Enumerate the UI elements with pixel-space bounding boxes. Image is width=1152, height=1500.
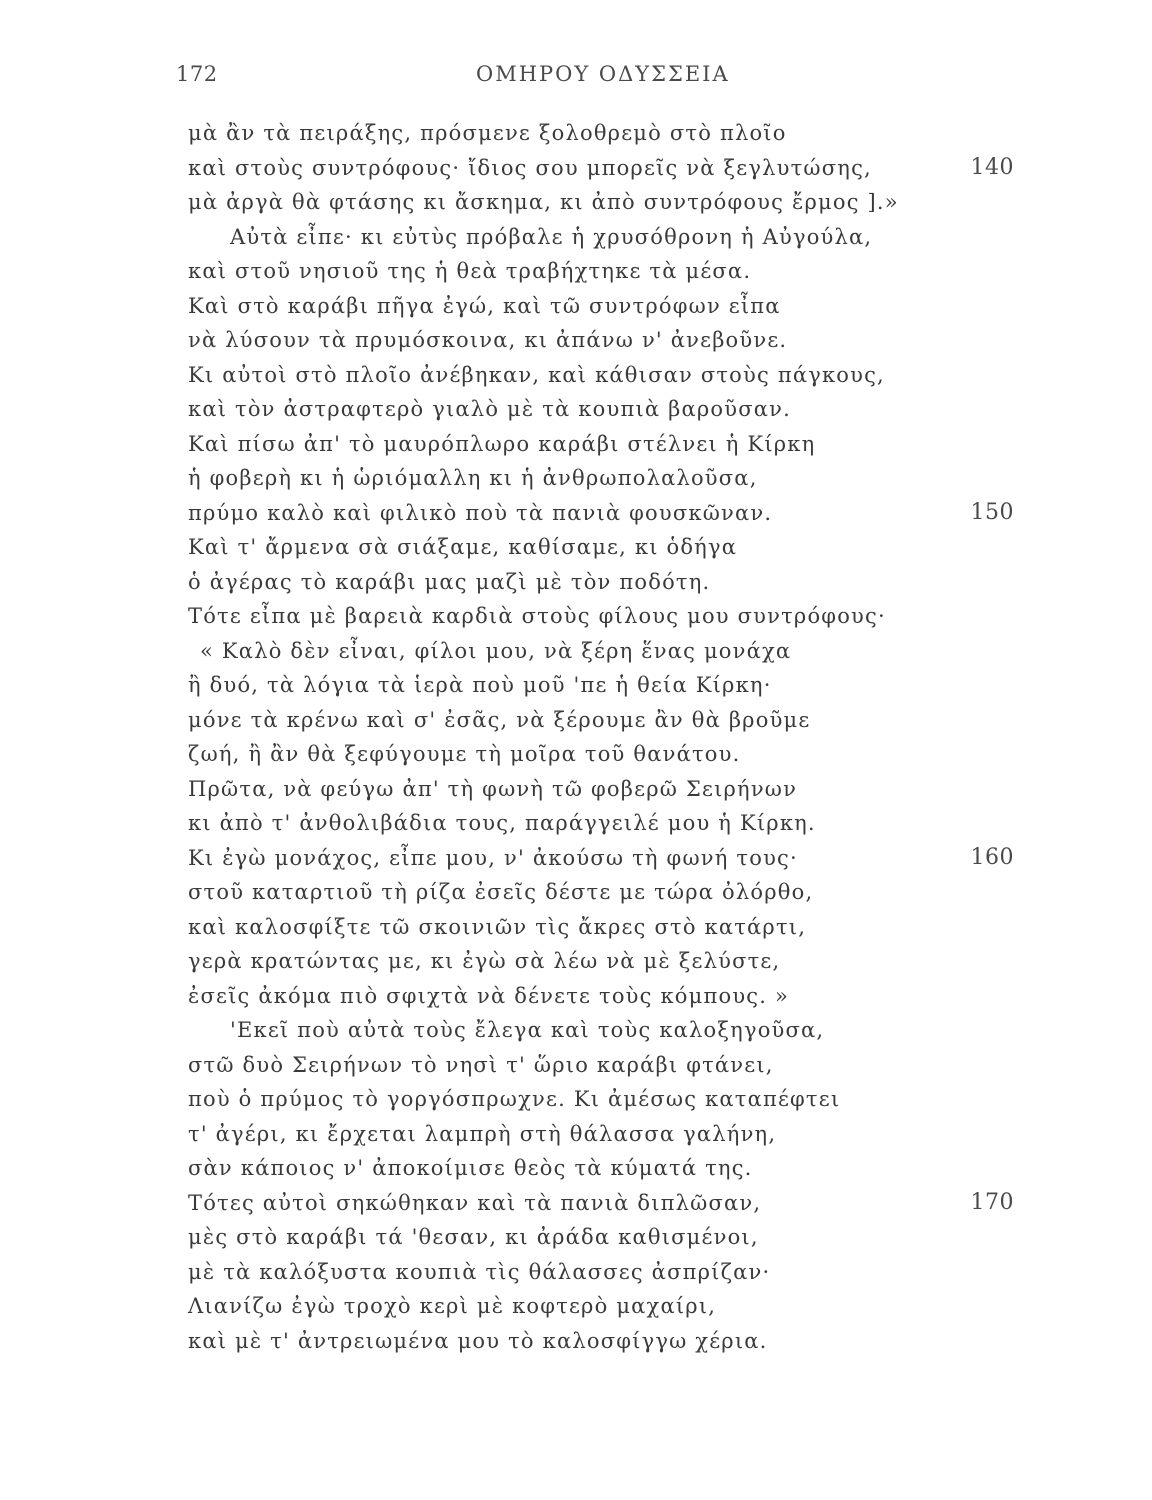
- verse-line-text: Καὶ τ' ἄρμενα σὰ σιάξαμε, καθίσαμε, κι ὁδήγα: [188, 535, 738, 559]
- verse-line-text: ὁ ἀγέρας τὸ καράβι μας μαζὶ μὲ τὸν ποδότη.: [188, 569, 711, 594]
- verse-line: [188, 806, 1028, 841]
- verse-line-text: νὰ λύσουν τὰ πρυμόσκοινα, κι ἀπάνω ν' ἀνεβοῦνε.: [188, 328, 788, 352]
- verse-block: [188, 116, 1028, 1358]
- verse-line: [188, 875, 1028, 910]
- verse-line: [188, 1117, 1028, 1152]
- line-number: 140: [970, 154, 1014, 180]
- verse-line: [188, 1220, 1028, 1255]
- verse-line-text: στῶ δυὸ Σειρήνων τὸ νησὶ τ' ὥριο καράβι φτάνει,: [188, 1052, 774, 1077]
- verse-line-text: μὲς στὸ καράβι τά 'θεσαν, κι ἀράδα καθισμένοι,: [188, 1225, 759, 1249]
- verse-line-text: « Καλὸ δὲν εἶναι, φίλοι μου, νὰ ξέρη ἕνας μονάχα: [200, 638, 792, 663]
- verse-line: [188, 737, 1028, 772]
- verse-line-text: κι ἀπὸ τ' ἀνθολιβάδια τους, παράγγειλέ μου ἡ Κίρκη.: [188, 811, 816, 835]
- verse-line: [188, 1082, 1028, 1117]
- verse-line-text: ποὺ ὁ πρύμος τὸ γοργόσπρωχνε. Κι ἀμέσως καταπέφτει: [188, 1087, 841, 1111]
- verse-line-text: στοῦ καταρτιοῦ τὴ ρίζα ἐσεῖς δέστε με τώρα ὀλόρθο,: [188, 880, 814, 904]
- verse-line: [188, 530, 1028, 565]
- line-number: 170: [970, 1189, 1014, 1215]
- verse-line: [188, 1289, 1028, 1324]
- verse-line-text: ἢ δυό, τὰ λόγια τὰ ἱερὰ ποὺ μοῦ 'πε ἡ θεία Κίρκη·: [188, 673, 772, 697]
- verse-line-text: Αὐτὰ εἶπε· κι εὐτὺς πρόβαλε ἡ χρυσόθρονη ἡ Αὐγούλα,: [230, 224, 873, 249]
- verse-line-text: καὶ στοὺς συντρόφους· ἴδιος σου μπορεῖς νὰ ξεγλυτώσης,: [188, 155, 872, 180]
- verse-line-text: καὶ μὲ τ' ἀντρειωμένα μου τὸ καλοσφίγγω χέρια.: [188, 1328, 768, 1353]
- running-title: ΟΜΗΡΟΥ ΟΔΥΣΣΕΙΑ: [476, 62, 730, 86]
- verse-line: [188, 1013, 1028, 1048]
- verse-line: [188, 634, 1028, 669]
- verse-line: [188, 254, 1028, 289]
- verse-line: [188, 185, 1028, 220]
- verse-line-text: μόνε τὰ κρένω καὶ σ' ἐσᾶς, νὰ ξέρουμε ἂν θὰ βροῦμε: [188, 707, 811, 732]
- verse-line: [188, 1324, 1028, 1359]
- verse-line: [188, 1048, 1028, 1083]
- verse-line: [188, 703, 1028, 738]
- verse-line: [188, 461, 1028, 496]
- verse-line: [188, 323, 1028, 358]
- verse-line: [188, 427, 1028, 462]
- verse-line-text: ζωή, ἢ ἂν θὰ ξεφύγουμε τὴ μοῖρα τοῦ θανάτου.: [188, 742, 741, 766]
- verse-line-text: σὰν κάποιος ν' ἀποκοίμισε θεὸς τὰ κύματά της.: [188, 1156, 753, 1180]
- verse-line-text: μὰ ἂν τὰ πειράξης, πρόσμενε ξολοθρεμὸ στὸ πλοῖο: [188, 121, 787, 145]
- verse-line-text: καὶ καλοσφίξτε τῶ σκοινιῶν τὶς ἄκρες στὸ κατάρτι,: [188, 914, 807, 939]
- verse-line-text: ἡ φοβερὴ κι ἡ ὡριόμαλλη κι ἡ ἀνθρωπολαλοῦσα,: [188, 466, 758, 490]
- verse-line: [188, 1151, 1028, 1186]
- page-header: [176, 62, 1016, 92]
- verse-line: [188, 358, 1028, 393]
- verse-line: [188, 772, 1028, 807]
- verse-line-text: Κι ἐγὼ μονάχος, εἶπε μου, ν' ἀκούσω τὴ φωνή τους·: [188, 845, 798, 870]
- verse-line: [188, 496, 1028, 531]
- verse-line: [188, 220, 1028, 255]
- verse-line-text: πρύμο καλὸ καὶ φιλικὸ ποὺ τὰ πανιὰ φουσκῶναν.: [188, 500, 773, 525]
- verse-line: [188, 979, 1028, 1014]
- verse-line: [188, 910, 1028, 945]
- verse-line-text: Καὶ πίσω ἀπ' τὸ μαυρόπλωρο καράβι στέλνει ἡ Κίρκη: [188, 431, 816, 456]
- verse-line: [188, 565, 1028, 600]
- line-number: 160: [970, 844, 1014, 870]
- verse-line: [188, 392, 1028, 427]
- verse-line: [188, 599, 1028, 634]
- verse-line-text: Κι αὐτοὶ στὸ πλοῖο ἀνέβηκαν, καὶ κάθισαν στοὺς πάγκους,: [188, 362, 885, 387]
- verse-line: [188, 289, 1028, 324]
- verse-line-text: τ' ἀγέρι, κι ἔρχεται λαμπρὴ στὴ θάλασσα γαλήνη,: [188, 1121, 777, 1146]
- verse-line: [188, 1255, 1028, 1290]
- verse-line: [188, 116, 1028, 151]
- verse-line-text: Λιανίζω ἐγὼ τροχὸ κερὶ μὲ κοφτερὸ μαχαίρι,: [188, 1294, 717, 1318]
- verse-line: [188, 1186, 1028, 1221]
- verse-line: [188, 151, 1028, 186]
- verse-line-text: ἐσεῖς ἀκόμα πιὸ σφιχτὰ νὰ δένετε τοὺς κόμπους. »: [188, 983, 790, 1008]
- verse-line-text: γερὰ κρατώντας με, κι ἐγὼ σὰ λέω νὰ μὲ ξελύστε,: [188, 949, 781, 973]
- line-number: 150: [970, 499, 1014, 525]
- verse-line: [188, 841, 1028, 876]
- verse-line-text: Πρῶτα, νὰ φεύγω ἀπ' τὴ φωνὴ τῶ φοβερῶ Σειρήνων: [188, 776, 798, 801]
- verse-line-text: καὶ τὸν ἀστραφτερὸ γιαλὸ μὲ τὰ κουπιὰ βαροῦσαν.: [188, 397, 791, 421]
- verse-line-text: Καὶ στὸ καράβι πῆγα ἐγώ, καὶ τῶ συντρόφων εἶπα: [188, 293, 781, 318]
- verse-line-text: μὰ ἀργὰ θὰ φτάσης κι ἄσκημα, κι ἀπὸ συντρόφους ἔρμος ].»: [188, 190, 899, 214]
- verse-line-text: Τότες αὐτοὶ σηκώθηκαν καὶ τὰ πανιὰ διπλῶσαν,: [188, 1190, 762, 1215]
- verse-line: [188, 668, 1028, 703]
- verse-line-text: Τότε εἶπα μὲ βαρειὰ καρδιὰ στοὺς φίλους μου συντρόφους·: [188, 604, 886, 628]
- verse-line-text: μὲ τὰ καλόξυστα κουπιὰ τὶς θάλασσες ἀσπρίζαν·: [188, 1259, 771, 1284]
- verse-line-text: 'Εκεῖ ποὺ αὐτὰ τοὺς ἔλεγα καὶ τοὺς καλοξηγοῦσα,: [230, 1018, 825, 1042]
- page-number: 172: [176, 62, 218, 86]
- verse-line: [188, 944, 1028, 979]
- verse-line-text: καὶ στοῦ νησιοῦ της ἡ θεὰ τραβήχτηκε τὰ μέσα.: [188, 259, 752, 283]
